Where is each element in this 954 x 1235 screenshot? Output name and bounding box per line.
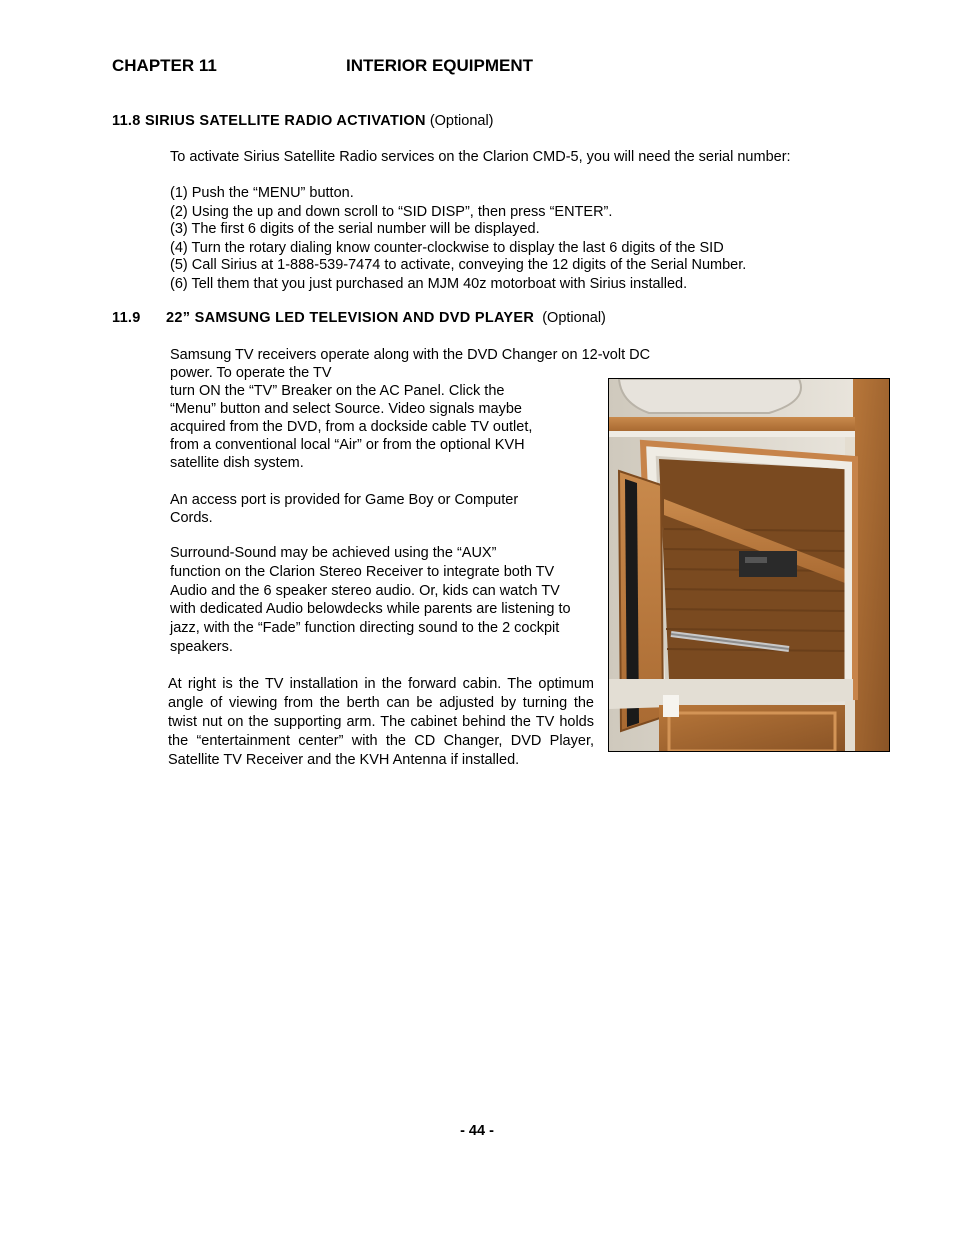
step-6: (6) Tell them that you just purchased an MJM 40z motorboat with Sirius installed.	[170, 276, 688, 292]
section-11-8-intro: To activate Sirius Satellite Radio services on the Clarion CMD-5, you will need the serial number:	[170, 149, 791, 165]
para1-line: acquired from the DVD, from a dockside cable TV outlet,	[170, 419, 533, 435]
step-1: (1) Push the “MENU” button.	[170, 185, 354, 201]
para1-line: satellite dish system.	[170, 455, 304, 471]
para1-line: from a conventional local “Air” or from the optional KVH	[170, 437, 525, 453]
step-5: (5) Call Sirius at 1-888-539-7474 to activate, conveying the 12 digits of the Serial Number.	[170, 257, 747, 273]
tv-cabinet-illustration	[609, 379, 889, 751]
para1-line: Samsung TV receivers operate along with the DVD Changer on 12-volt DC	[170, 347, 651, 363]
para3-line: jazz, with the “Fade” function directing sound to the 2 cockpit	[170, 620, 560, 637]
section-11-9-heading	[112, 310, 141, 326]
section-11-8-optional: (Optional)	[429, 113, 494, 129]
para3-line: Audio and the 6 speaker stereo audio. Or, kids can watch TV	[170, 582, 560, 599]
section-11-8-title: 11.8 SIRIUS SATELLITE RADIO ACTIVATION	[112, 113, 426, 129]
section-11-9-title: 22” SAMSUNG LED TELEVISION AND DVD PLAYER	[166, 310, 535, 326]
para2-line: An access port is provided for Game Boy or Computer	[170, 492, 519, 508]
section-11-8-heading	[112, 113, 494, 129]
page-number: - 44 -	[460, 1123, 494, 1139]
para-access-port	[170, 491, 518, 527]
para-tv-installation: At right is the TV installation in the forward cabin. The optimum angle of viewing from the berth can be adjusted by turning the twist nut on the supporting arm. The cabinet behind the TV holds the “entertainment center” with the CD Changer, DVD Player, Satellite TV Receiver and the KVH Antenna if installed.	[168, 676, 594, 768]
para-surround-sound	[170, 544, 571, 657]
section-11-9-optional: (Optional)	[542, 310, 606, 326]
chapter-title: INTERIOR EQUIPMENT	[346, 56, 534, 75]
para2-line: Cords.	[170, 510, 213, 526]
para-tv-operation	[170, 346, 650, 472]
para3-line: with dedicated Audio belowdecks while parents are listening to	[170, 601, 571, 618]
para3-line: function on the Clarion Stereo Receiver to integrate both TV	[170, 563, 555, 580]
para1-line: power. To operate the TV	[170, 365, 332, 381]
tv-installation-photo	[608, 378, 890, 752]
para1-line: “Menu” button and select Source. Video signals maybe	[170, 401, 522, 417]
chapter-label: CHAPTER 11	[112, 56, 217, 75]
para3-line: speakers.	[170, 638, 233, 655]
section-11-9-heading-text	[166, 310, 606, 326]
para3-line: Surround-Sound may be achieved using the “AUX”	[170, 545, 497, 561]
step-3: (3) The first 6 digits of the serial number will be displayed.	[170, 221, 540, 237]
step-4: (4) Turn the rotary dialing know counter-clockwise to display the last 6 digits of the SID	[170, 240, 724, 256]
para1-line: turn ON the “TV” Breaker on the AC Panel. Click the	[170, 383, 505, 399]
step-2: (2) Using the up and down scroll to “SID DISP”, then press “ENTER”.	[170, 204, 613, 220]
section-11-9-number: 11.9	[112, 310, 141, 326]
